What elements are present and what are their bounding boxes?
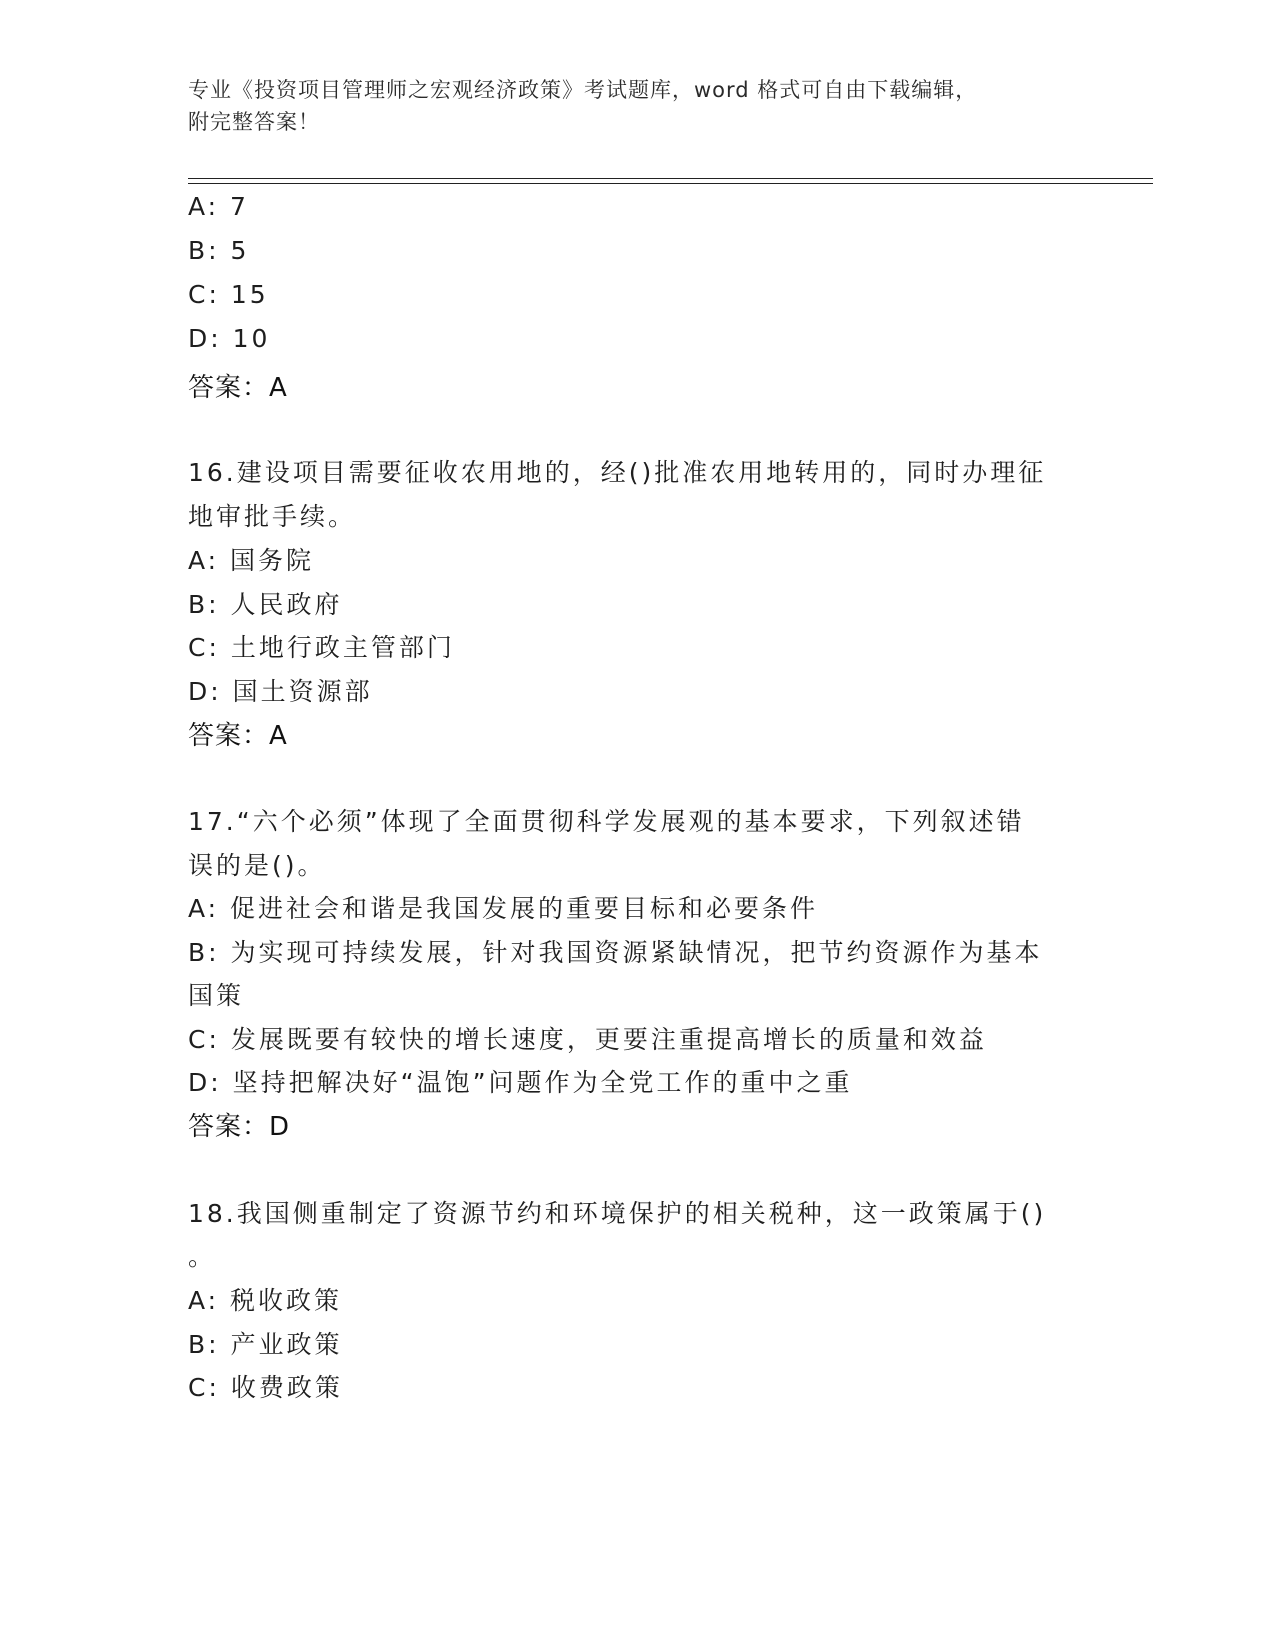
option-a: A: 7: [188, 192, 249, 221]
option-c: C: 收费政策: [188, 1373, 343, 1402]
option-b: B: 人民政府: [188, 590, 343, 619]
option-b: B: 5: [188, 236, 250, 265]
answer-label: 答案：D: [188, 1112, 291, 1142]
option-d: D: 坚持把解决好“温饱”问题作为全党工作的重中之重: [188, 1068, 853, 1097]
question-text: 17.“六个必须”体现了全面贯彻科学发展观的基本要求，下列叙述错: [188, 807, 1025, 836]
option-b: B: 产业政策: [188, 1330, 343, 1359]
option-c: C: 发展既要有较快的增长速度，更要注重提高增长的质量和效益: [188, 1025, 987, 1054]
option-a: A: 税收政策: [188, 1286, 343, 1315]
option-c: C: 土地行政主管部门: [188, 633, 455, 662]
question-text-continued: 地审批手续。: [188, 502, 357, 531]
option-a: A: 国务院: [188, 546, 315, 575]
question-text-continued: 。: [188, 1242, 217, 1271]
option-b-continued: 国策: [188, 981, 245, 1010]
answer-label: 答案：A: [188, 373, 288, 403]
header-line-1: 专业《投资项目管理师之宏观经济政策》考试题库，word 格式可自由下载编辑，: [188, 78, 978, 102]
question-text: 18.我国侧重制定了资源节约和环境保护的相关税种，这一政策属于(): [188, 1199, 1047, 1228]
question-text-continued: 误的是()。: [188, 851, 326, 880]
answer-label: 答案：A: [188, 721, 288, 751]
header-divider-bottom: [188, 183, 1153, 184]
option-a: A: 促进社会和谐是我国发展的重要目标和必要条件: [188, 894, 819, 923]
header-line-2: 附完整答案！: [188, 110, 320, 134]
question-text: 16.建设项目需要征收农用地的，经()批准农用地转用的，同时办理征: [188, 458, 1047, 487]
option-d: D: 国土资源部: [188, 677, 373, 706]
option-d: D: 10: [188, 324, 271, 353]
option-b: B: 为实现可持续发展，针对我国资源紧缺情况，把节约资源作为基本: [188, 938, 1043, 967]
option-c: C: 15: [188, 280, 269, 309]
header-divider-top: [188, 178, 1153, 179]
document-header: [188, 74, 1068, 138]
